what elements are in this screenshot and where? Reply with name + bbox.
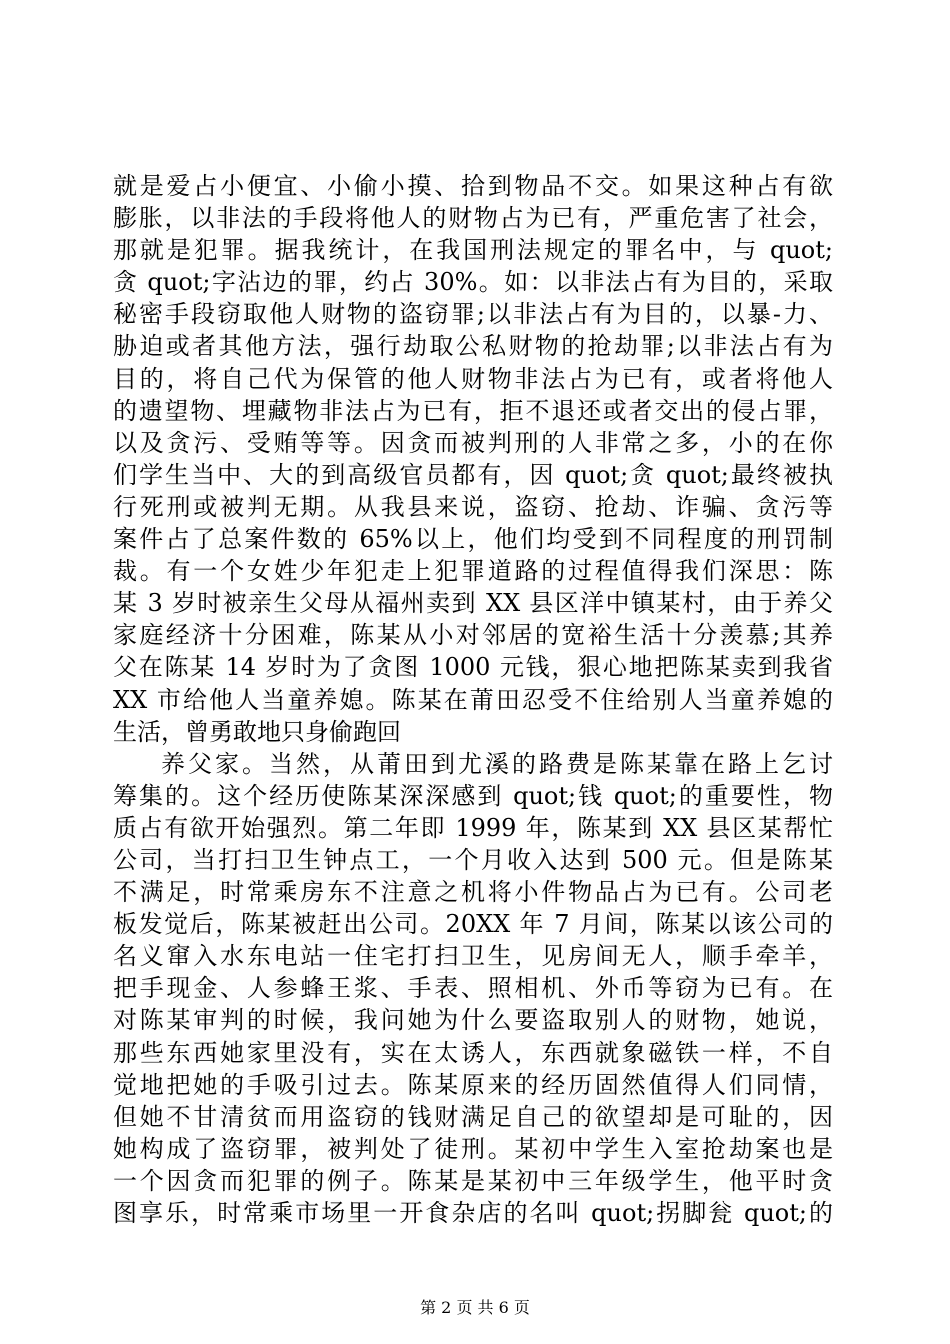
text-line: 案件占了总案件数的 65%以上，他们均受到不同程度的刑罚制 (113, 525, 833, 554)
text-line: 不满足，时常乘房东不注意之机将小件物品占为已有。公司老 (113, 878, 833, 907)
text-line: 膨胀，以非法的手段将他人的财物占为已有，严重危害了社会， (113, 204, 833, 233)
text-line: 图享乐，时常乘市场里一开食杂店的名叫 quot;拐脚瓮 quot;的 (113, 1199, 833, 1227)
text-line: 目的，将自己代为保管的他人财物非法占为已有，或者将他人 (113, 364, 833, 393)
text-line: 家庭经济十分困难，陈某从小对邻居的宽裕生活十分羡慕;其养 (113, 621, 833, 650)
text-line: 秘密手段窃取他人财物的盗窃罪;以非法占有为目的，以暴-力、 (113, 300, 833, 329)
text-line: 那些东西她家里没有，实在太诱人，东西就象磁铁一样，不自 (113, 1038, 833, 1067)
text-line: 质占有欲开始强烈。第二年即 1999 年，陈某到 XX 县区某帮忙 (113, 813, 833, 842)
text-line: 她构成了盗窃罪，被判处了徒刑。某初中学生入室抢劫案也是 (113, 1134, 833, 1163)
text-line: XX 市给他人当童养媳。陈某在莆田忍受不住给别人当童养媳的 (113, 685, 833, 714)
text-line: 们学生当中、大的到高级官员都有，因 quot;贪 quot;最终被执 (113, 460, 833, 489)
text-line: 那就是犯罪。据我统计，在我国刑法规定的罪名中，与 quot; (113, 236, 833, 265)
text-line: 养父家。当然，从莆田到尤溪的路费是陈某靠在路上乞讨 (161, 749, 833, 778)
text-line: 觉地把她的手吸引过去。陈某原来的经历固然值得人们同情， (113, 1070, 833, 1099)
text-line: 贪 quot;字沾边的罪，约占 30%。如：以非法占有为目的，采取 (113, 268, 833, 297)
text-line: 但她不甘清贫而用盗窃的钱财满足自己的欲望却是可耻的，因 (113, 1102, 833, 1131)
text-line: 胁迫或者其他方法，强行劫取公私财物的抢劫罪;以非法占有为 (113, 332, 833, 361)
text-line: 某 3 岁时被亲生父母从福州卖到 XX 县区洋中镇某村，由于养父 (113, 589, 833, 618)
text-line: 名义窜入水东电站一住宅打扫卫生，见房间无人，顺手牵羊， (113, 942, 833, 971)
text-line: 筹集的。这个经历使陈某深深感到 quot;钱 quot;的重要性，物 (113, 781, 833, 810)
text-line: 板发觉后，陈某被赶出公司。20XX 年 7 月间，陈某以该公司的 (113, 910, 833, 939)
text-line: 把手现金、人参蜂王浆、手表、照相机、外币等窃为已有。在 (113, 974, 833, 1003)
text-line: 父在陈某 14 岁时为了贪图 1000 元钱，狠心地把陈某卖到我省 (113, 653, 833, 682)
text-line: 一个因贪而犯罪的例子。陈某是某初中三年级学生，他平时贪 (113, 1166, 833, 1195)
text-line: 以及贪污、受贿等等。因贪而被判刑的人非常之多，小的在你 (113, 428, 833, 457)
text-line: 就是爱占小便宜、小偷小摸、拾到物品不交。如果这种占有欲 (113, 172, 833, 200)
text-line: 公司，当打扫卫生钟点工，一个月收入达到 500 元。但是陈某 (113, 845, 833, 874)
body-text (113, 170, 833, 1229)
text-line: 对陈某审判的时候，我问她为什么要盗取别人的财物，她说， (113, 1006, 833, 1035)
text-line: 裁。有一个女姓少年犯走上犯罪道路的过程值得我们深思：陈 (113, 557, 833, 586)
text-line: 的遗望物、埋藏物非法占为已有，拒不退还或者交出的侵占罪， (113, 396, 833, 425)
page-footer: 第 2 页 共 6 页 (420, 1298, 530, 1317)
text-line: 生活，曾勇敢地只身偷跑回 (113, 717, 401, 746)
text-line: 行死刑或被判无期。从我县来说，盗窃、抢劫、诈骗、贪污等 (113, 492, 833, 521)
